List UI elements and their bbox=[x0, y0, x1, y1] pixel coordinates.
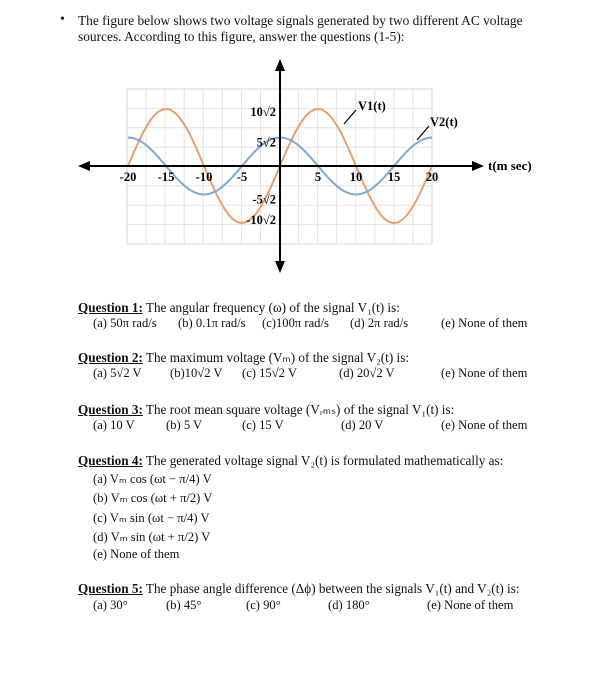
q2-option-e[interactable]: (e) None of them bbox=[441, 366, 528, 380]
voltage-chart bbox=[0, 0, 589, 300]
y-tick-label: 10√2 bbox=[250, 105, 276, 119]
question-5-label: Question 5: bbox=[78, 581, 143, 596]
question-4-label: Question 4: bbox=[78, 453, 143, 468]
q1-option-e[interactable]: (e) None of them bbox=[441, 316, 528, 330]
q1-option-a[interactable]: (a) 50π rad/s bbox=[93, 316, 157, 330]
q2-option-c[interactable]: (c) 15√2 V bbox=[242, 366, 297, 380]
q4-option-e[interactable]: (e) None of them bbox=[93, 547, 180, 561]
q5-option-e[interactable]: (e) None of them bbox=[427, 598, 514, 612]
q2-option-a[interactable]: (a) 5√2 V bbox=[93, 366, 142, 380]
question-1-text: The angular frequency (ω) of the signal V₁(t) is: bbox=[145, 300, 400, 315]
y-axis-arrow-up bbox=[275, 59, 285, 71]
x-axis-arrow-left bbox=[78, 161, 90, 171]
q3-option-e[interactable]: (e) None of them bbox=[441, 418, 528, 432]
q5-option-a[interactable]: (a) 30° bbox=[93, 598, 128, 612]
q4-option-d[interactable]: (d) Vₘ sin (ωt + π/2) V bbox=[93, 530, 211, 544]
x-axis-arrow-right bbox=[472, 161, 484, 171]
q3-option-b[interactable]: (b) 5 V bbox=[166, 418, 203, 432]
y-tick-label: 5√2 bbox=[256, 135, 276, 150]
q1-option-c[interactable]: (c)100π rad/s bbox=[262, 316, 329, 330]
x-tick-label: -15 bbox=[157, 170, 175, 184]
question-3-label: Question 3: bbox=[78, 402, 143, 417]
x-tick-label: -10 bbox=[195, 170, 213, 184]
x-tick-label: -5 bbox=[236, 170, 248, 184]
y-axis-arrow-down bbox=[275, 261, 285, 273]
q5-option-c[interactable]: (c) 90° bbox=[246, 598, 281, 612]
question-4-text: The generated voltage signal V₂(t) is formulated mathematically as: bbox=[145, 453, 504, 468]
x-tick-label: -20 bbox=[119, 170, 137, 184]
question-2 bbox=[78, 350, 409, 366]
series-label-2: V2(t) bbox=[430, 115, 458, 129]
question-3 bbox=[78, 402, 454, 418]
question-1 bbox=[78, 300, 400, 316]
series-label-1: V1(t) bbox=[358, 99, 386, 113]
question-1-label: Question 1: bbox=[78, 300, 143, 315]
q4-option-b[interactable]: (b) Vₘ cos (ωt + π/2) V bbox=[93, 491, 213, 505]
x-tick-label: 15 bbox=[387, 170, 401, 184]
question-2-label: Question 2: bbox=[78, 350, 143, 365]
chart-labels bbox=[120, 99, 532, 227]
q1-option-b[interactable]: (b) 0.1π rad/s bbox=[178, 316, 246, 330]
x-tick-label: 5 bbox=[314, 170, 322, 184]
q3-option-a[interactable]: (a) 10 V bbox=[93, 418, 135, 432]
q2-option-d[interactable]: (d) 20√2 V bbox=[339, 366, 395, 380]
question-5 bbox=[78, 581, 520, 597]
y-tick-label: -5√2 bbox=[252, 192, 276, 207]
q2-option-b[interactable]: (b)10√2 V bbox=[170, 366, 223, 380]
q3-option-c[interactable]: (c) 15 V bbox=[242, 418, 284, 432]
question-5-text: The phase angle difference (Δϕ) between the signals V₁(t) and V₂(t) is: bbox=[145, 581, 520, 596]
chart-axes bbox=[78, 59, 484, 273]
intro-line-2: sources. According to this figure, answer the questions (1-5): bbox=[78, 29, 405, 44]
question-2-text: The maximum voltage (Vₘ) of the signal V₂(t) is: bbox=[145, 350, 409, 365]
q5-option-b[interactable]: (b) 45° bbox=[166, 598, 202, 612]
x-axis-label: t(m sec) bbox=[488, 158, 532, 173]
intro-line-1: The figure below shows two voltage signals generated by two different AC voltage bbox=[78, 13, 523, 28]
question-4 bbox=[78, 453, 503, 469]
x-tick-label: 10 bbox=[349, 170, 363, 184]
question-3-text: The root mean square voltage (Vᵣₘₛ) of the signal V₁(t) is: bbox=[145, 402, 455, 417]
v1-leader bbox=[344, 110, 356, 124]
q5-option-d[interactable]: (d) 180° bbox=[328, 598, 370, 612]
q1-option-d[interactable]: (d) 2π rad/s bbox=[350, 316, 409, 330]
q3-option-d[interactable]: (d) 20 V bbox=[341, 418, 384, 432]
bullet: • bbox=[60, 12, 65, 27]
q4-option-a[interactable]: (a) Vₘ cos (ωt − π/4) V bbox=[93, 472, 212, 486]
q4-option-c[interactable]: (c) Vₘ sin (ωt − π/4) V bbox=[93, 511, 210, 525]
y-tick-label: -10√2 bbox=[246, 213, 276, 227]
x-tick-label: 20 bbox=[425, 170, 439, 184]
